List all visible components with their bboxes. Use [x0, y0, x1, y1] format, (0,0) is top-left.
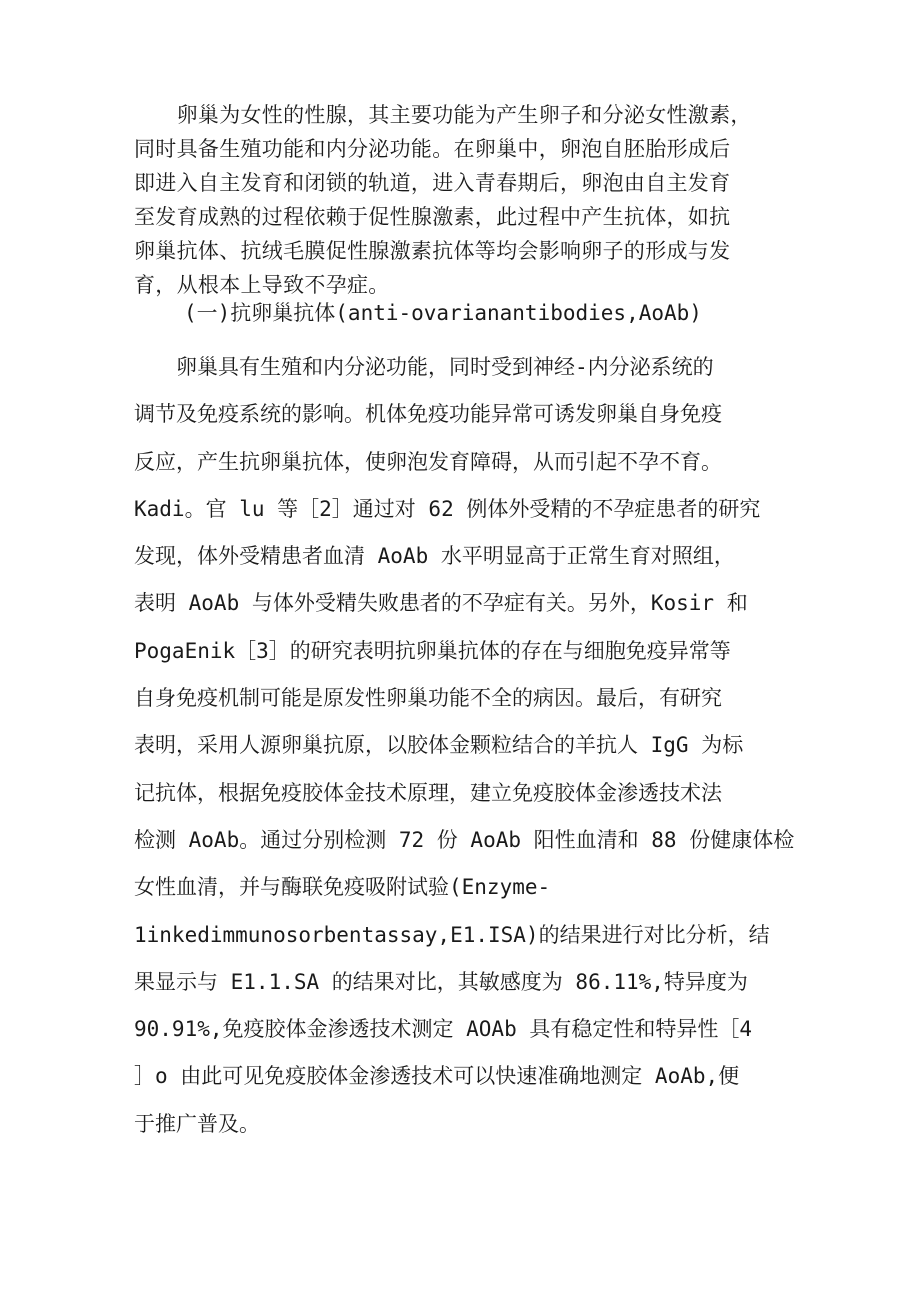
text-line: 女性血清，并与酶联免疫吸附试验(Enzyme-	[134, 875, 551, 900]
intro-paragraph	[134, 98, 814, 302]
text-line: 检测 AoAb。通过分别检测 72 份 AoAb 阳性血清和 88 份健康体检	[134, 827, 795, 852]
text-line: 卵巢为女性的性腺，其主要功能为产生卵子和分泌女性激素，	[134, 103, 752, 127]
text-line: 卵巢具有生殖和内分泌功能，同时受到神经-内分泌系统的	[134, 355, 714, 379]
text-line: 表明，采用人源卵巢抗原，以胶体金颗粒结合的羊抗人 IgG 为标	[134, 733, 744, 758]
text-line: Kadi。官 lu 等［2］通过对 62 例体外受精的不孕症患者的研究	[134, 496, 761, 521]
text-line: 调节及免疫系统的影响。机体免疫功能异常可诱发卵巢自身免疫	[134, 402, 722, 427]
text-line: 果显示与 E1.1.SA 的结果对比，其敏感度为 86.11%,特异度为	[134, 969, 748, 994]
text-line: 同时具备生殖功能和内分泌功能。在卵巢中，卵泡自胚胎形成后	[134, 137, 731, 161]
text-line: 1inkedimmunosorbentassay,E1.ISA)的结果进行对比分析，结	[134, 922, 770, 947]
text-line: 90.91%,免疫胶体金渗透技术测定 AOAb 具有稳定性和特异性［4	[134, 1017, 753, 1042]
text-line: 即进入自主发育和闭锁的轨道，进入青春期后，卵泡由自主发育	[134, 171, 731, 195]
text-line: 至发育成熟的过程依赖于促性腺激素，此过程中产生抗体，如抗	[134, 205, 731, 229]
text-line: PogaEnik［3］的研究表明抗卵巢抗体的存在与细胞免疫异常等	[134, 638, 731, 663]
text-line: ］o 由此可见免疫胶体金渗透技术可以快速准确地测定 AoAb,便	[134, 1064, 740, 1089]
text-line: 于推广普及。	[134, 1111, 260, 1136]
text-line: 发现，体外受精患者血清 AoAb 水平明显高于正常生育对照组，	[134, 544, 735, 569]
text-line: 记抗体，根据免疫胶体金技术原理，建立免疫胶体金渗透技术法	[134, 780, 722, 805]
body-paragraph	[134, 344, 814, 1148]
text-line: 卵巢抗体、抗绒毛膜促性腺激素抗体等均会影响卵子的形成与发	[134, 239, 731, 263]
text-line: 反应，产生抗卵巢抗体，使卵泡发育障碍，从而引起不孕不育。	[134, 449, 722, 474]
section-heading: (一)抗卵巢抗体(anti-ovarianantibodies,AoAb)	[184, 301, 702, 325]
text-line: 育，从根本上导致不孕症。	[134, 273, 390, 297]
text-line: 自身免疫机制可能是原发性卵巢功能不全的病因。最后，有研究	[134, 686, 722, 711]
text-line: 表明 AoAb 与体外受精失败患者的不孕症有关。另外，Kosir 和	[134, 591, 748, 616]
